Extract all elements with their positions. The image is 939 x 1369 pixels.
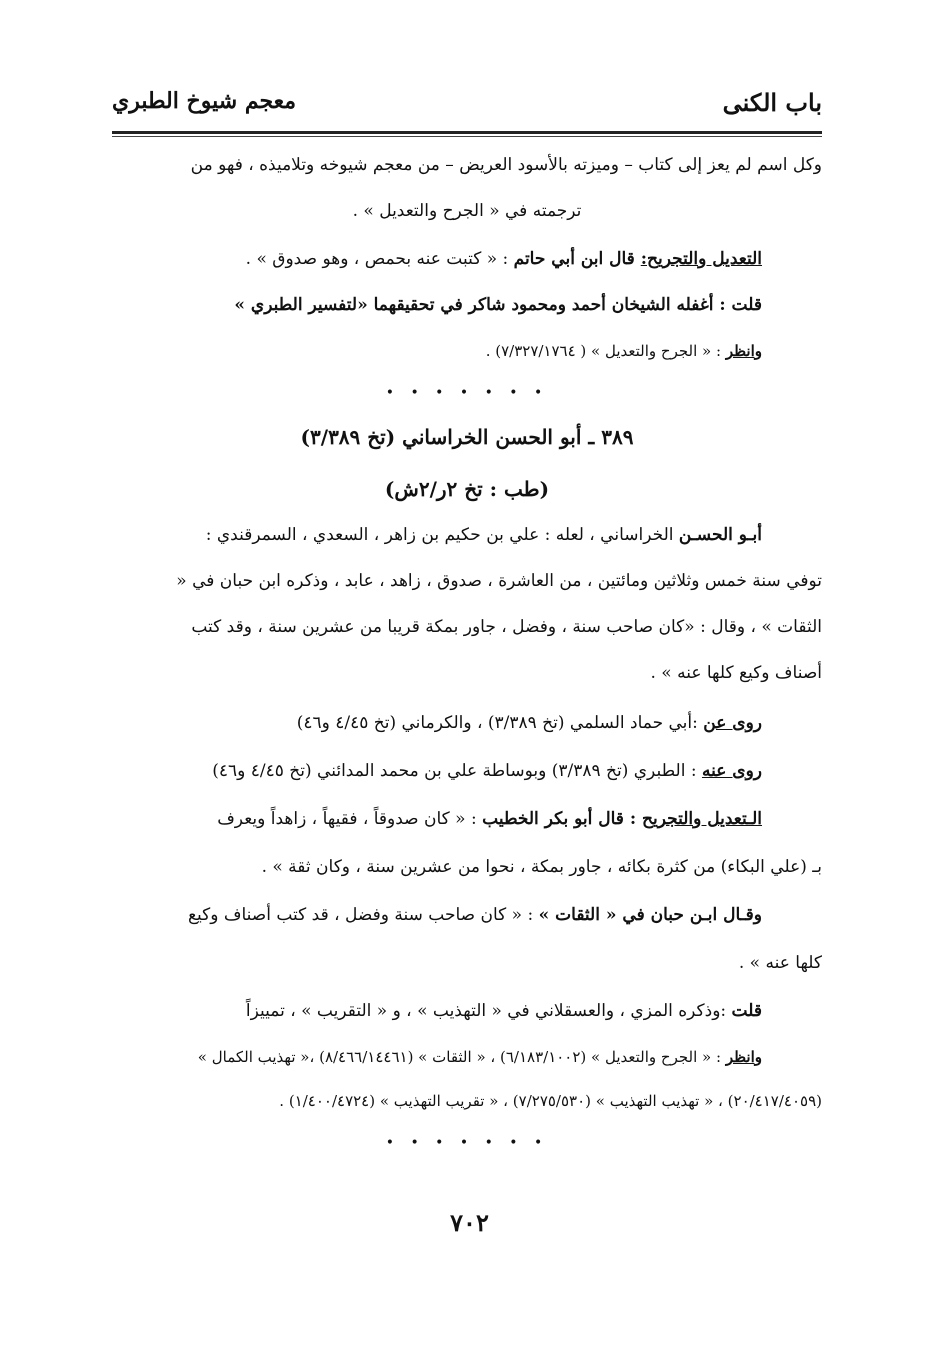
text-line: ترجمته في « الجرح والتعديل » .	[352, 201, 582, 221]
reference-line: (٢٠/٤١٧/٤٠٥٩) ، « تهذيب التهذيب » (٧/٢٧٥/٥٣٠) ، « تقريب التهذيب » (١/٤٠٠/٤٧٢٤) .	[279, 1092, 822, 1110]
section-label: روى عنه	[701, 761, 762, 781]
section-text: :أبي حماد السلمي (تخ ٣/٣٨٩) ، والكرماني (تخ ٤/٤٥ و٤٦)	[296, 713, 704, 733]
text-line: كلها عنه » .	[738, 953, 822, 973]
text-line: قلت : أغفله الشيخان أحمد ومحمود شاكر في تحقيقهما «لتفسير الطبري »	[234, 295, 762, 315]
entry-text: الخراساني ، لعله : علي بن حكيم بن زاهر ، السعدي ، السمرقندي :	[205, 525, 679, 545]
text-line	[112, 748, 822, 794]
section-label: روى عن	[703, 713, 762, 733]
section-text: : الطبري (تخ ٣/٣٨٩) وبوساطة علي بن محمد المدائني (تخ ٤/٤٥ و٤٦)	[212, 761, 702, 781]
entry-name: أبـو الحسـن	[678, 525, 762, 545]
page-number: ٧٠٢	[450, 1208, 489, 1237]
text-line	[112, 512, 822, 558]
entry-title: ٣٨٩ ـ أبو الحسن الخراساني (تخ ٣/٣٨٩)	[300, 425, 634, 449]
quote-text: : « كتبت عنه بحمص ، وهو صدوق » .	[245, 249, 514, 269]
quote-text: : « كان صدوقاً ، فقيهاً ، زاهداً ويعرف	[217, 809, 483, 829]
text-line	[112, 796, 822, 842]
running-header	[112, 88, 822, 128]
chapter-title: باب الكنى	[722, 88, 822, 117]
entry-subtitle: (طب : تخ ٢ر/٢ش)	[384, 477, 550, 501]
text-line: أصناف وكيع كلها عنه » .	[650, 663, 822, 683]
text-line: الثقات » ، وقال : «كان صاحب سنة ، وفضل ، جاور بمكة قريبا من عشرين سنة ، وقد كتب	[191, 617, 822, 637]
book-title: معجم شيوخ الطبري	[112, 88, 297, 114]
text-line: وكل اسم لم يعز إلى كتاب – وميزته بالأسود العريض – من معجم شيوخه وتلاميذه ، فهو من	[190, 155, 822, 175]
section-label: الـتعديل والتجريح	[642, 809, 762, 829]
text-line	[112, 988, 822, 1034]
text-line	[112, 236, 822, 282]
reference-line	[112, 1034, 822, 1080]
section-label: وانظر	[725, 1048, 762, 1066]
separator-dots: • • • • • • •	[385, 1135, 549, 1151]
header-rule-thin	[112, 136, 822, 137]
text-line	[112, 892, 822, 938]
section-label: التعديل والتجريح:	[640, 249, 762, 269]
section-text: :وذكره المزي ، والعسقلاني في « التهذيب » ، و « التقريب » ، تمييزاً	[245, 1001, 732, 1021]
text-line: توفي سنة خمس وثلاثين ومائتين ، من العاشرة ، صدوق ، زاهد ، عابد ، وذكره ابن حبان في «	[176, 571, 822, 591]
reference-text: : « الجرح والتعديل » ( ٧/٣٢٧/١٧٦٤) .	[485, 342, 726, 360]
text-line: بـ (علي البكاء) من كثرة بكائه ، جاور بمكة ، نحوا من عشرين سنة ، وكان ثقة » .	[261, 857, 822, 877]
section-label: وانظر	[725, 342, 762, 360]
reference-text: : « الجرح والتعديل » (٦/١٨٣/١٠٠٢) ، « الثقات » (٨/٤٦٦/١٤٤٦١) ،« تهذيب الكمال »	[197, 1048, 726, 1066]
header-rule-thick	[112, 131, 822, 134]
quote-text: : « كان صاحب سنة وفضل ، قد كتب أصناف وكيع	[187, 905, 539, 925]
separator-dots: • • • • • • •	[385, 385, 549, 401]
narrator-name: وقـال ابـن حبان في « الثقات »	[538, 905, 762, 925]
reference-line	[112, 328, 822, 374]
narrator-name: قال ابن أبي حاتم	[513, 249, 641, 269]
text-line	[112, 700, 822, 746]
section-label: قلت	[731, 1001, 762, 1021]
narrator-name: : قال أبو بكر الخطيب	[482, 809, 643, 829]
